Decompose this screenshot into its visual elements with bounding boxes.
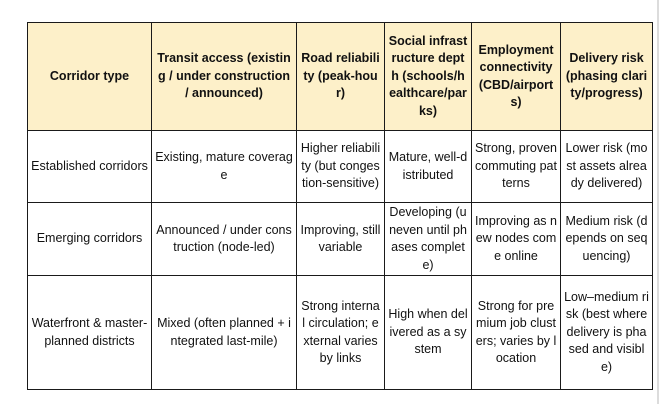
page-edge-divider — [657, 0, 659, 404]
table-cell: Strong for premium job clusters; varies by location — [472, 276, 561, 390]
table-cell: Established corridors — [28, 131, 152, 203]
table-cell: Mature, well-distributed — [385, 131, 472, 203]
table-cell: Strong internal circulation; external varies by links — [297, 276, 385, 390]
header-employment-connectivity: Employment connectivity (CBD/airports) — [472, 23, 561, 131]
table-cell: Waterfront & master-planned districts — [28, 276, 152, 390]
table-cell: Higher reliability (but congestion-sensitive) — [297, 131, 385, 203]
header-corridor-type: Corridor type — [28, 23, 152, 131]
table-row — [28, 203, 653, 276]
table-cell: Existing, mature coverage — [152, 131, 297, 203]
table-cell: Emerging corridors — [28, 203, 152, 276]
table-cell: Improving as new nodes come online — [472, 203, 561, 276]
table-cell: High when delivered as a system — [385, 276, 472, 390]
table-cell: Medium risk (depends on sequencing) — [561, 203, 653, 276]
table-cell: Mixed (often planned + integrated last-mile) — [152, 276, 297, 390]
header-road-reliability: Road reliability (peak-hour) — [297, 23, 385, 131]
header-row — [28, 23, 653, 131]
table-cell: Low–medium risk (best where delivery is phased and visible) — [561, 276, 653, 390]
table-cell: Improving, still variable — [297, 203, 385, 276]
header-social-infrastructure: Social infrastructure depth (schools/healthcare/parks) — [385, 23, 472, 131]
table-cell: Developing (uneven until phases complete) — [385, 203, 472, 276]
corridor-comparison-table — [27, 22, 653, 390]
header-transit-access: Transit access (existing / under construction / announced) — [152, 23, 297, 131]
table-cell: Lower risk (most assets already delivered) — [561, 131, 653, 203]
table-row — [28, 131, 653, 203]
table-row — [28, 276, 653, 390]
table-cell: Announced / under construction (node-led) — [152, 203, 297, 276]
header-delivery-risk: Delivery risk (phasing clarity/progress) — [561, 23, 653, 131]
table-cell: Strong, proven commuting patterns — [472, 131, 561, 203]
